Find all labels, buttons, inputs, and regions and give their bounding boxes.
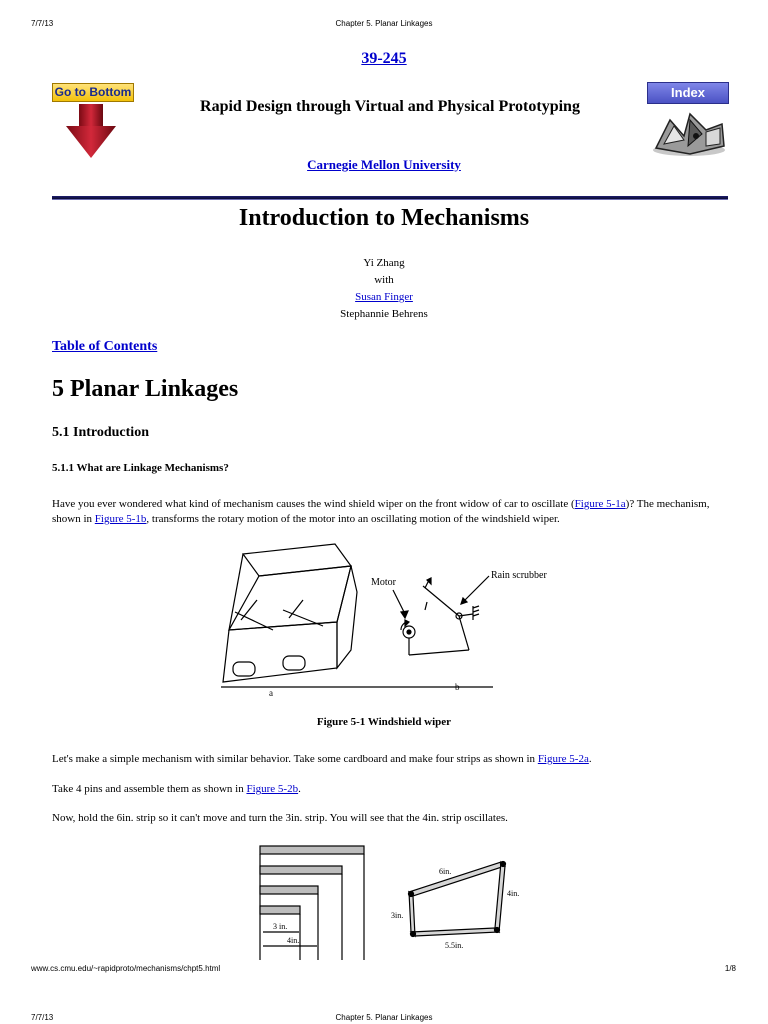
coauthor-link[interactable]: Susan Finger: [355, 291, 413, 303]
print-title-2: Chapter 5. Planar Linkages: [335, 1013, 433, 1022]
fig1-b-label: b: [455, 682, 460, 692]
print-url: www.cs.cmu.edu/~rapidproto/mechanisms/chpt5.html: [31, 964, 221, 973]
index-button[interactable]: Index: [647, 82, 729, 104]
section-title: 5 Planar Linkages: [52, 376, 239, 402]
figure-5-1b-link[interactable]: Figure 5-1b: [94, 513, 147, 525]
with-label: with: [374, 274, 394, 286]
print-date-2: 7/7/13: [31, 1013, 54, 1022]
subsubsection-title: 5.1.1 What are Linkage Mechanisms?: [52, 462, 229, 474]
course-title: Rapid Design through Virtual and Physical Prototyping: [200, 98, 580, 115]
paragraph-2: Let's make a simple mechanism with similar behavior. Take some cardboard and make four strips as shown in Figure 5-2a.: [52, 753, 592, 765]
down-arrow-icon[interactable]: [64, 104, 118, 165]
paragraph-4: Now, hold the 6in. strip so it can't move and turn the 3in. strip. You will see that the 4in. strip oscillates.: [52, 812, 508, 824]
figure-5-1: [215, 540, 547, 700]
coauthor-2: Stephannie Behrens: [340, 308, 428, 320]
paragraph-1: Have you ever wondered what kind of mechanism causes the wind shield wiper on the front widow of car to oscillate (Figure 5-1a)? The mechanism, shown in Figure 5-1b, transforms the rotary motion of the motor into an oscillating motion of the windshield wiper.: [52, 498, 710, 525]
paragraph-3: Take 4 pins and assemble them as shown in Figure 5-2b.: [52, 783, 301, 795]
author: Yi Zhang: [363, 257, 405, 269]
index-illustration-icon[interactable]: [650, 106, 728, 163]
figure-5-2: [255, 842, 535, 960]
fig2b-55in-label: 5.5in.: [445, 941, 464, 950]
figure-5-1a-link[interactable]: Figure 5-1a: [574, 498, 626, 510]
fig1-a-label: a: [269, 688, 273, 698]
print-page: 1/8: [724, 964, 736, 973]
doc-title: Introduction to Mechanisms: [238, 205, 530, 231]
course-code-link[interactable]: 39-245: [361, 50, 407, 67]
header-divider: [52, 196, 728, 200]
figure-5-2a-link[interactable]: Figure 5-2a: [537, 753, 589, 765]
figure-5-1-caption: Figure 5-1 Windshield wiper: [316, 716, 452, 728]
rain-scrubber-label: Rain scrubber: [491, 570, 547, 581]
fig2b-6in-label: 6in.: [439, 867, 452, 876]
print-date: 7/7/13: [31, 19, 54, 28]
print-title: Chapter 5. Planar Linkages: [335, 19, 433, 28]
university-link[interactable]: Carnegie Mellon University: [307, 157, 461, 172]
subsection-title: 5.1 Introduction: [52, 425, 149, 440]
fig2a-3in-label: 3 in.: [273, 922, 288, 931]
table-of-contents-link[interactable]: Table of Contents: [52, 339, 158, 354]
go-to-bottom-button[interactable]: Go to Bottom: [52, 83, 134, 102]
fig2a-4in-label: 4in.: [287, 936, 300, 945]
fig2b-4in-label: 4in.: [507, 889, 520, 898]
figure-5-2b-link[interactable]: Figure 5-2b: [246, 783, 299, 795]
fig2b-3in-label: 3in.: [391, 911, 404, 920]
motor-label: Motor: [371, 577, 396, 588]
